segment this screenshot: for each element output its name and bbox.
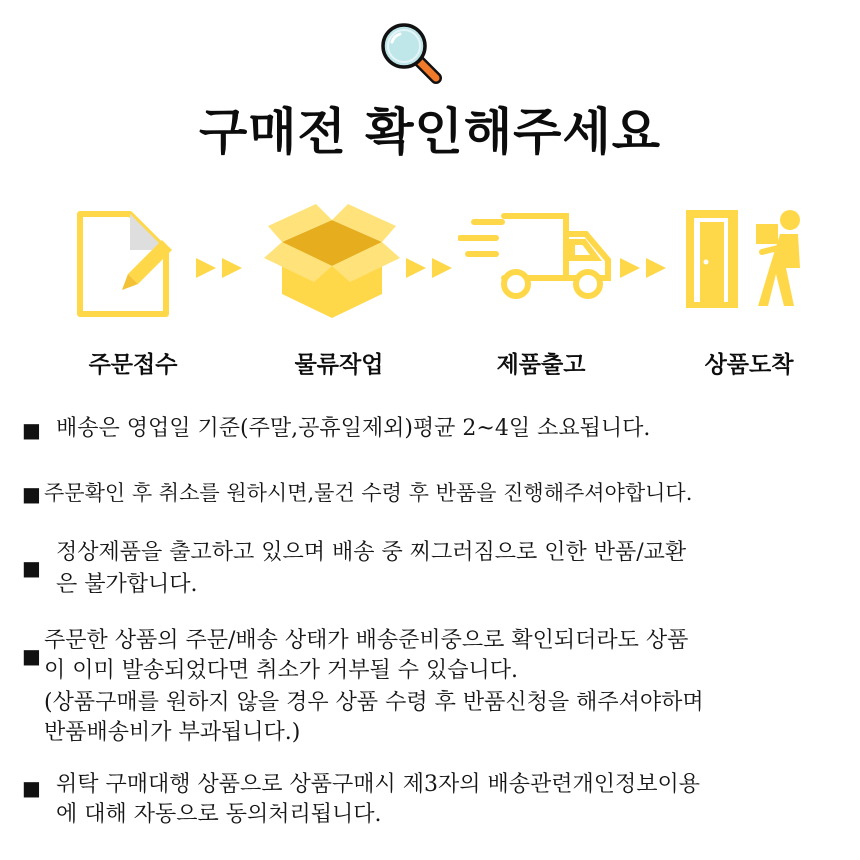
note-privacy-line-2: 에 대해 자동으로 동의처리됩니다. (56, 802, 382, 827)
bullet-icon: ■ (22, 556, 41, 580)
arrow-right-icon (618, 256, 672, 280)
note-damage-line-2: 은 불가합니다. (56, 572, 198, 597)
bullet-icon: ■ (22, 776, 41, 800)
note-shipping-status-line-1: 주문한 상품의 주문/배송 상태가 배송준비중으로 확인되더라도 상품 (44, 628, 689, 653)
note-shipping-status-line-4: 반품배송비가 부과됩니다.) (44, 720, 301, 745)
note-cancellation: 주문확인 후 취소를 원하시면,물건 수령 후 반품을 진행해주셔야합니다. (44, 481, 693, 505)
magnifier-icon (378, 20, 444, 86)
delivery-truck-icon (458, 212, 618, 304)
arrow-right-icon (194, 256, 248, 280)
step-label-arrival: 상품도착 (704, 352, 794, 378)
step-label-order-received: 주문접수 (88, 352, 178, 378)
bullet-icon: ■ (22, 482, 41, 506)
step-label-logistics: 물류작업 (294, 352, 384, 378)
step-label-shipping: 제품출고 (496, 352, 586, 378)
note-delivery-time: 배송은 영업일 기준(주말,공휴일제외)평균 2~4일 소요됩니다. (56, 416, 651, 441)
note-shipping-status-line-2: 이 이미 발송되었다면 취소가 거부될 수 있습니다. (44, 658, 518, 683)
note-shipping-status-line-3: (상품구매를 원하지 않을 경우 상품 수령 후 반품신청을 해주셔야하며 (44, 690, 704, 715)
door-delivery-person-icon (684, 206, 808, 310)
arrow-right-icon (404, 256, 458, 280)
bullet-icon: ■ (22, 418, 41, 442)
note-damage-line-1: 정상제품을 출고하고 있으며 배송 중 찌그러짐으로 인한 반품/교환 (56, 540, 687, 565)
page-title: 구매전 확인해주세요 (198, 103, 662, 161)
document-pen-icon (68, 210, 178, 320)
box-icon (262, 196, 402, 322)
note-privacy-line-1: 위탁 구매대행 상품으로 상품구매시 제3자의 배송관련개인정보이용 (56, 772, 701, 797)
bullet-icon: ■ (22, 644, 41, 668)
